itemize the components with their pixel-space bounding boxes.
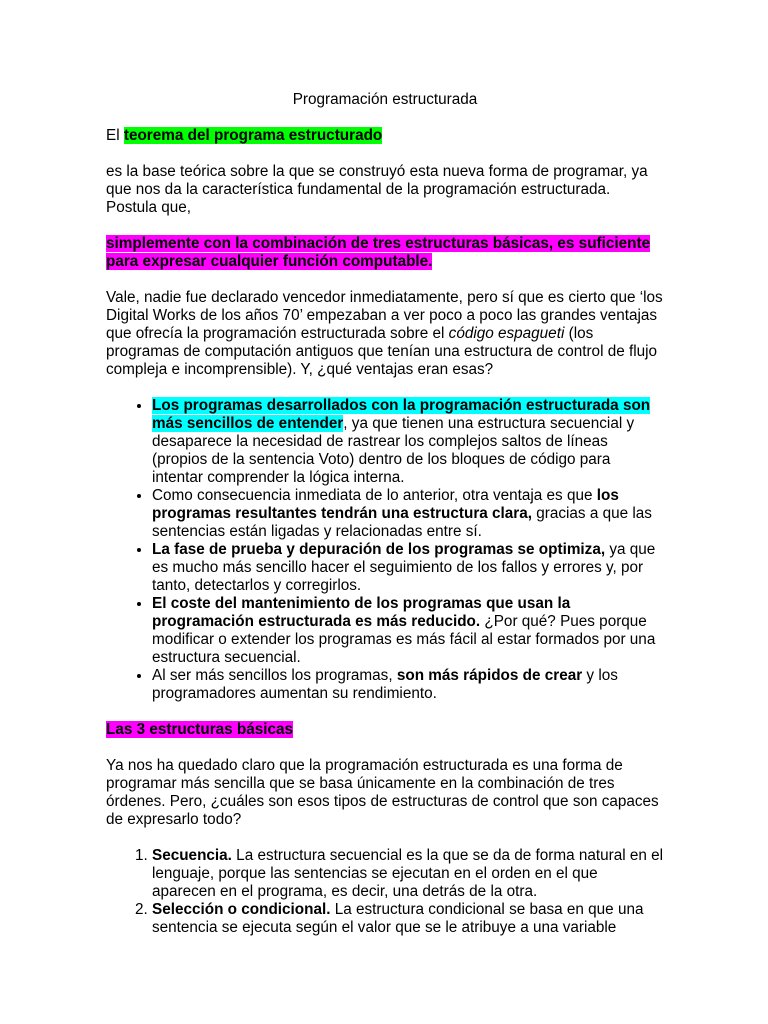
- list-item: [152, 595, 664, 667]
- advantage-2-pre: Como consecuencia inmediata de lo anterior, otra ventaja es que: [152, 487, 597, 504]
- list-item: [152, 667, 664, 703]
- list-item: [152, 397, 664, 487]
- list-item: [152, 487, 664, 541]
- structure-2-bold: Selección o condicional.: [152, 901, 331, 918]
- history-text-a: Vale, nadie fue declarado vencedor inmediatamente, pero sí que es cierto que ‘los Digital Works de los años 70’ empezaban a ver poco a poco las grandes ventajas que ofrecía la programación estructurada sobre el: [106, 289, 663, 342]
- theorem-highlight: teorema del programa estructurado: [123, 127, 383, 144]
- intro-prefix: El: [106, 127, 124, 144]
- advantage-3-text: ya que es mucho más sencillo hacer el seguimiento de los fallos y errores y, por tanto, detectarlos y corregirlos.: [152, 541, 656, 594]
- structure-1-bold: Secuencia.: [152, 847, 232, 864]
- advantages-list: [106, 397, 664, 703]
- paragraph-basis: es la base teórica sobre la que se construyó esta nueva forma de programar, ya que nos da la característica fundamental de la programación estructurada. Postula que,: [106, 163, 648, 216]
- structures-list: [106, 847, 664, 937]
- paragraph-history: [106, 289, 664, 379]
- intro-line: [106, 127, 664, 145]
- history-text-b: (los programas de computación antiguos que tenían una estructura de control de flujo compleja e incomprensible). Y, ¿qué ventajas eran esas?: [106, 325, 658, 378]
- structure-2-text: La estructura condicional se basa en que una sentencia se ejecuta según el valor que se le atribuye a una variable: [152, 901, 644, 936]
- advantage-3-bold: La fase de prueba y depuración de los programas se optimiza,: [152, 541, 606, 558]
- advantage-5-text: y los programadores aumentan su rendimiento.: [152, 667, 618, 702]
- section-heading-paragraph: [106, 721, 664, 739]
- advantage-4-bold: El coste del mantenimiento de los programas que usan la programación estructurada es más reducido.: [152, 595, 571, 630]
- advantage-4-text: ¿Por qué? Pues porque modificar o extender los programas es más fácil al estar formados por una estructura secuencial.: [152, 613, 656, 666]
- section-heading: Las 3 estructuras básicas: [106, 721, 294, 738]
- advantage-5-pre: Al ser más sencillos los programas,: [152, 667, 397, 684]
- spaghetti-code-term: código espagueti: [448, 325, 565, 342]
- quote-highlight: simplemente con la combinación de tres estructuras básicas, es suficiente para expresar cualquier función computable.: [106, 235, 651, 270]
- advantage-1-bold: Los programas desarrollados con la programación estructurada son más sencillos de entender: [152, 397, 651, 432]
- advantage-2-bold: los programas resultantes tendrán una estructura clara,: [152, 487, 619, 522]
- structure-1-text: La estructura secuencial es la que se da de forma natural en el lenguaje, porque las sentencias se ejecutan en el orden en el que aparecen en el programa, es decir, una detrás de la otra.: [152, 847, 664, 900]
- list-item: [152, 901, 664, 937]
- advantage-1-text: , ya que tienen una estructura secuencial y desaparece la necesidad de rastrear los complejos saltos de líneas (propios de la sentencia Voto) dentro de los bloques de código para intentar comprender la lógica interna.: [152, 415, 635, 486]
- advantage-2-text: gracias a que las sentencias están ligadas y relacionadas entre sí.: [152, 505, 652, 540]
- page-title: Programación estructurada: [292, 91, 478, 108]
- advantage-5-bold: son más rápidos de crear: [396, 667, 583, 684]
- list-item: [152, 541, 664, 595]
- quote-highlight-paragraph: [106, 235, 664, 271]
- list-item: [152, 847, 664, 901]
- paragraph-structures: Ya nos ha quedado claro que la programación estructurada es una forma de programar más sencilla que se basa únicamente en la combinación de tres órdenes. Pero, ¿cuáles son esos tipos de estructuras de control que son capaces de expresarlo todo?: [106, 757, 659, 828]
